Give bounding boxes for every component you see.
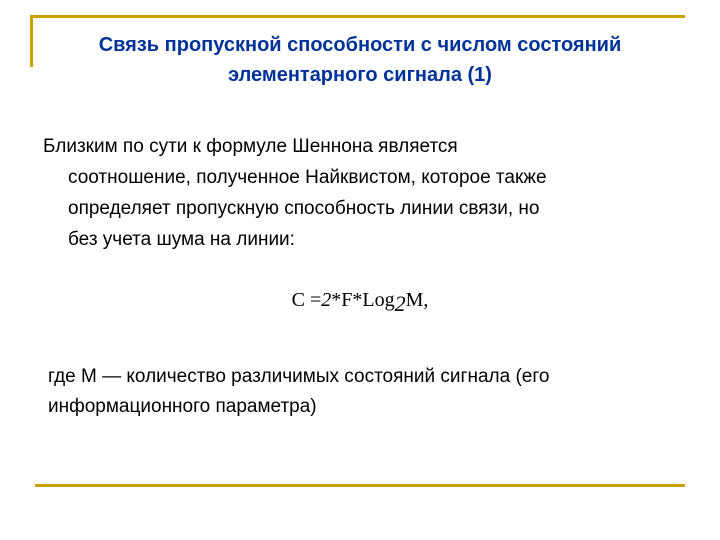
- top-decorative-rule: [30, 15, 685, 18]
- formula-rest: *F*Log: [331, 289, 395, 311]
- bottom-decorative-rule: [35, 484, 685, 487]
- slide-title-line-2: элементарного сигнала (1): [228, 64, 492, 86]
- formula-factor: 2: [321, 289, 332, 311]
- slide-title: [40, 30, 680, 90]
- intro-line-2: соотношение, полученное Найквистом, которое также: [68, 167, 547, 188]
- note-line-1: где М — количество различимых состояний сигнала (его: [48, 366, 550, 387]
- intro-line-4: без учета шума на линии:: [68, 229, 295, 250]
- intro-line-3: определяет пропускную способность линии связи, но: [68, 198, 540, 219]
- intro-paragraph: [43, 131, 633, 255]
- nyquist-formula: [0, 285, 720, 314]
- slide-title-line-1: Связь пропускной способности с числом состояний: [98, 34, 622, 56]
- intro-line-1: Близким по сути к формуле Шеннона является: [43, 136, 458, 157]
- formula-equals: =: [304, 289, 322, 311]
- note-line-2: информационного параметра): [48, 396, 317, 417]
- formula-log-base: 2: [394, 291, 406, 316]
- formula-tail: M,: [405, 289, 429, 311]
- formula-lhs: C: [291, 289, 305, 311]
- note-paragraph: [48, 362, 668, 422]
- left-decorative-rule: [30, 15, 33, 67]
